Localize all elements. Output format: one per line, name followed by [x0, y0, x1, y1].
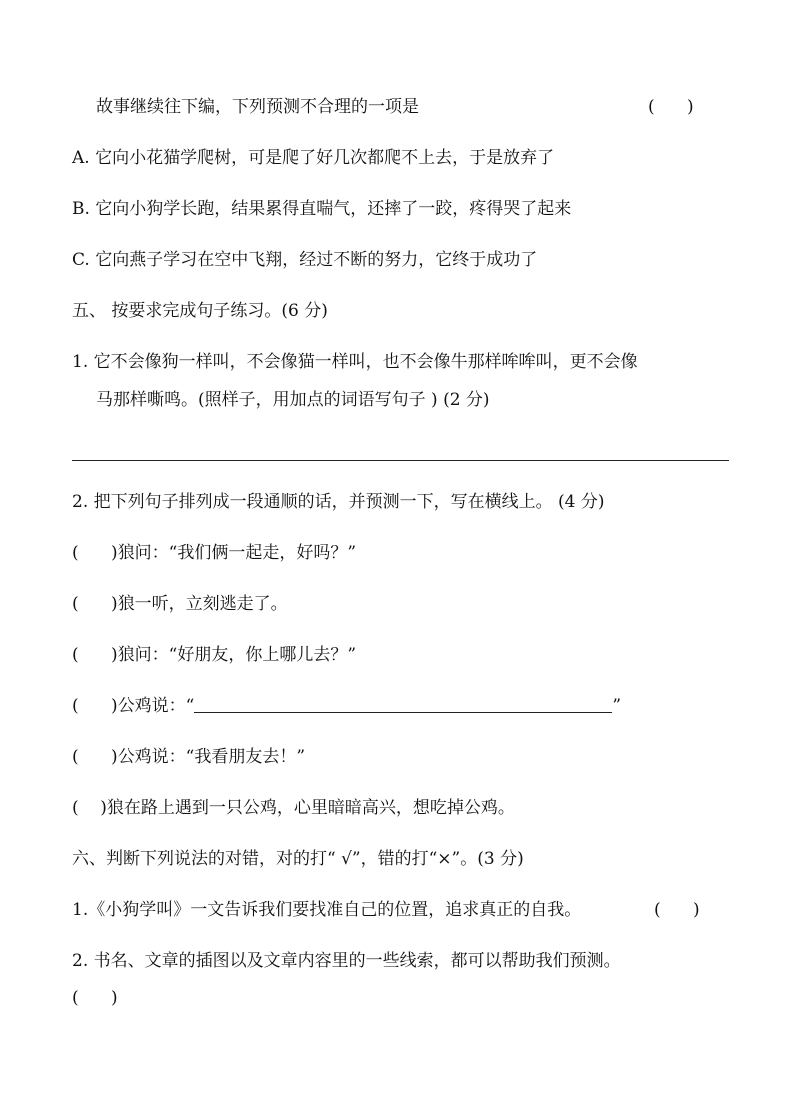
section6-heading: 六、判断下列说法的对错，对的打“ √”，错的打“×”。(3 分)	[72, 849, 524, 869]
order-item-1	[72, 541, 356, 565]
section6-q1: 1.《小狗学叫》一文告诉我们要找准自己的位置，追求真正的自我。	[72, 900, 582, 920]
section5-q1-line2: 马那样嘶鸣。(照样子，用加点的词语写句子 ) (2 分)	[96, 390, 490, 410]
q4-option-c: C. 它向燕子学习在空中飞翔，经过不断的努力，它终于成功了	[72, 250, 538, 270]
order-text: 狼一听，立刻逃走了。	[117, 594, 288, 614]
section5-heading: 五、 按要求完成句子练习。(6 分)	[72, 301, 328, 321]
section5-q2-stem: 2. 把下列句子排列成一段通顺的话，并预测一下，写在横线上。 (4 分)	[72, 492, 605, 512]
answer-line[interactable]	[72, 460, 729, 461]
order-item-6	[72, 796, 515, 820]
section6-q2-paren[interactable]: ( )	[72, 988, 118, 1008]
order-text: 狼问：“好朋友，你上哪儿去？”	[117, 645, 357, 665]
order-paren[interactable]: ( )	[72, 696, 118, 716]
order-item-2	[72, 592, 288, 616]
order-item-5	[72, 745, 305, 769]
order-item-4	[72, 694, 621, 718]
q4-answer-paren[interactable]: ( )	[648, 97, 694, 117]
order-paren[interactable]: ( )	[72, 594, 118, 614]
q4-option-a: A. 它向小花猫学爬树，可是爬了好几次都爬不上去，于是放弃了	[72, 148, 555, 168]
order-paren[interactable]: ( )	[72, 645, 118, 665]
q4-stem: 故事继续往下编，下列预测不合理的一项是	[96, 97, 419, 117]
order-text: 公鸡说：“我看朋友去！”	[117, 747, 306, 767]
order-text: 狼在路上遇到一只公鸡，心里暗暗高兴，想吃掉公鸡。	[106, 798, 515, 818]
order-paren[interactable]: ( )	[72, 798, 107, 818]
order-text: 狼问：“我们俩一起走，好吗？”	[117, 543, 357, 563]
order-paren[interactable]: ( )	[72, 747, 118, 767]
order-item-3	[72, 643, 356, 667]
order-text: 公鸡说：“	[117, 696, 195, 716]
fill-blank-line[interactable]	[194, 694, 612, 713]
section6-q1-paren[interactable]: ( )	[654, 900, 700, 920]
section5-q1-line1: 1. 它不会像狗一样叫，不会像猫一样叫，也不会像牛那样哞哞叫，更不会像	[72, 352, 638, 372]
order-paren[interactable]: ( )	[72, 543, 118, 563]
order-close-quote: ”	[612, 696, 622, 716]
section6-q2: 2. 书名、文章的插图以及文章内容里的一些线索，都可以帮助我们预测。	[72, 951, 621, 971]
q4-option-b: B. 它向小狗学长跑，结果累得直喘气，还摔了一跤，疼得哭了起来	[72, 199, 572, 219]
